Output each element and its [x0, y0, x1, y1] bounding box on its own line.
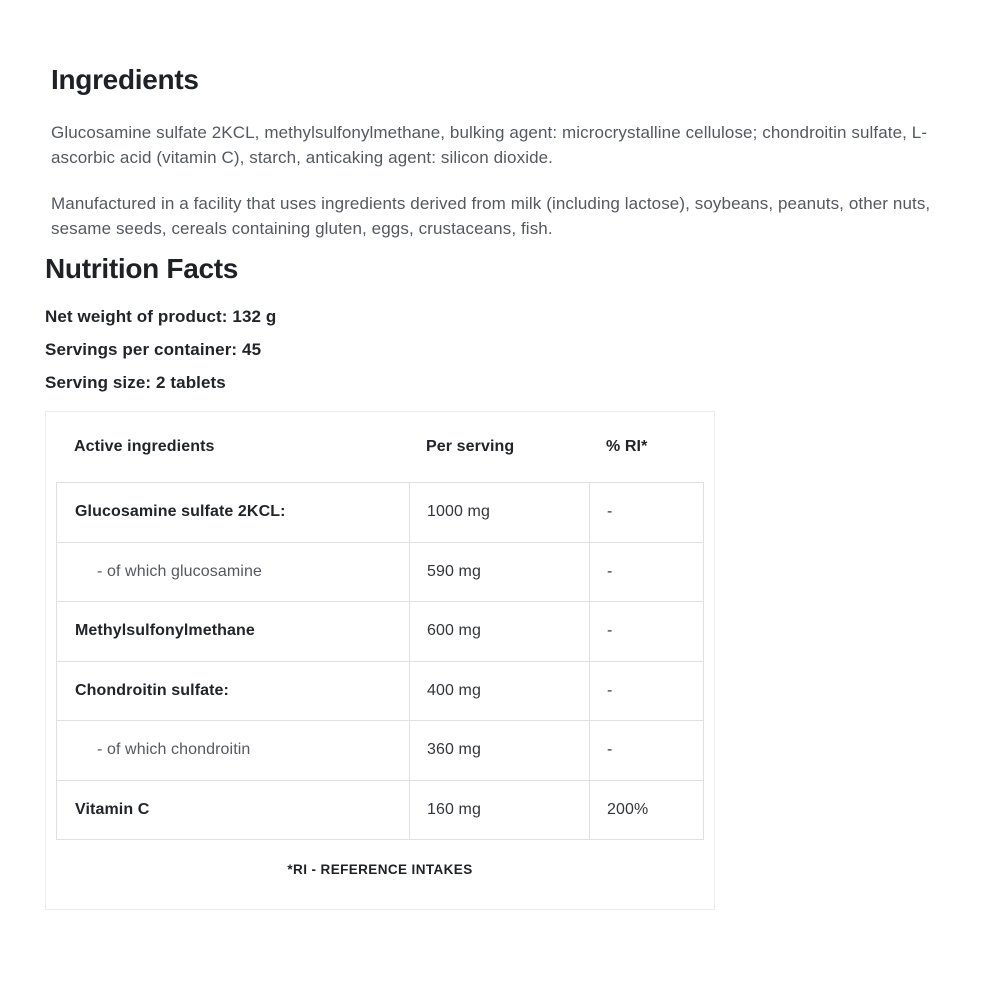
table-row	[57, 483, 703, 543]
allergen-paragraph: Manufactured in a facility that uses ingredients derived from milk (including lactose), soybeans, peanuts, other nuts, sesame seeds, cereals containing gluten, eggs, crustaceans, fish.	[51, 194, 931, 238]
nutrition-table-card	[45, 411, 715, 910]
ingredients-paragraph: Glucosamine sulfate 2KCL, methylsulfonylmethane, bulking agent: microcrystalline cellulose; chondroitin sulfate, L-ascorbic acid (vitamin C), starch, anticaking agent: silicon dioxide.	[51, 123, 928, 167]
ingredients-section	[45, 64, 950, 241]
table-row	[57, 721, 703, 781]
table-row	[57, 543, 703, 603]
serving-size-line: Serving size: 2 tablets	[45, 373, 226, 392]
table-row	[57, 602, 703, 662]
cell-percent-ri: -	[607, 622, 613, 640]
nutrition-facts-title: Nutrition Facts	[45, 253, 239, 284]
reference-intakes-footnote: *RI - REFERENCE INTAKES	[287, 862, 473, 877]
table-row	[57, 662, 703, 722]
cell-percent-ri: 200%	[607, 800, 649, 818]
ingredients-title: Ingredients	[51, 64, 199, 95]
cell-ingredient-label: Vitamin C	[57, 781, 410, 840]
nutrition-table-body	[56, 482, 704, 840]
cell-percent-ri: -	[607, 503, 613, 521]
cell-percent-ri: -	[607, 681, 613, 699]
net-weight-line: Net weight of product: 132 g	[45, 307, 277, 326]
cell-per-serving: 160 mg	[410, 781, 590, 840]
header-active-ingredients: Active ingredients	[74, 438, 215, 455]
cell-ingredient-label: Methylsulfonylmethane	[57, 602, 410, 661]
nutrition-table-header-row	[56, 412, 704, 482]
table-row	[57, 781, 703, 840]
servings-per-container-line: Servings per container: 45	[45, 340, 262, 359]
cell-percent-ri: -	[607, 562, 613, 580]
cell-per-serving: 1000 mg	[410, 483, 590, 542]
nutrition-facts-section	[45, 253, 950, 910]
header-percent-ri: % RI*	[606, 438, 648, 455]
cell-per-serving: 360 mg	[410, 721, 590, 780]
header-per-serving: Per serving	[426, 438, 515, 455]
cell-ingredient-label: - of which glucosamine	[57, 543, 410, 602]
cell-per-serving: 400 mg	[410, 662, 590, 721]
cell-per-serving: 600 mg	[410, 602, 590, 661]
cell-per-serving: 590 mg	[410, 543, 590, 602]
cell-percent-ri: -	[607, 741, 613, 759]
cell-ingredient-label: Chondroitin sulfate:	[57, 662, 410, 721]
cell-ingredient-label: Glucosamine sulfate 2KCL:	[57, 483, 410, 542]
cell-ingredient-label: - of which chondroitin	[57, 721, 410, 780]
